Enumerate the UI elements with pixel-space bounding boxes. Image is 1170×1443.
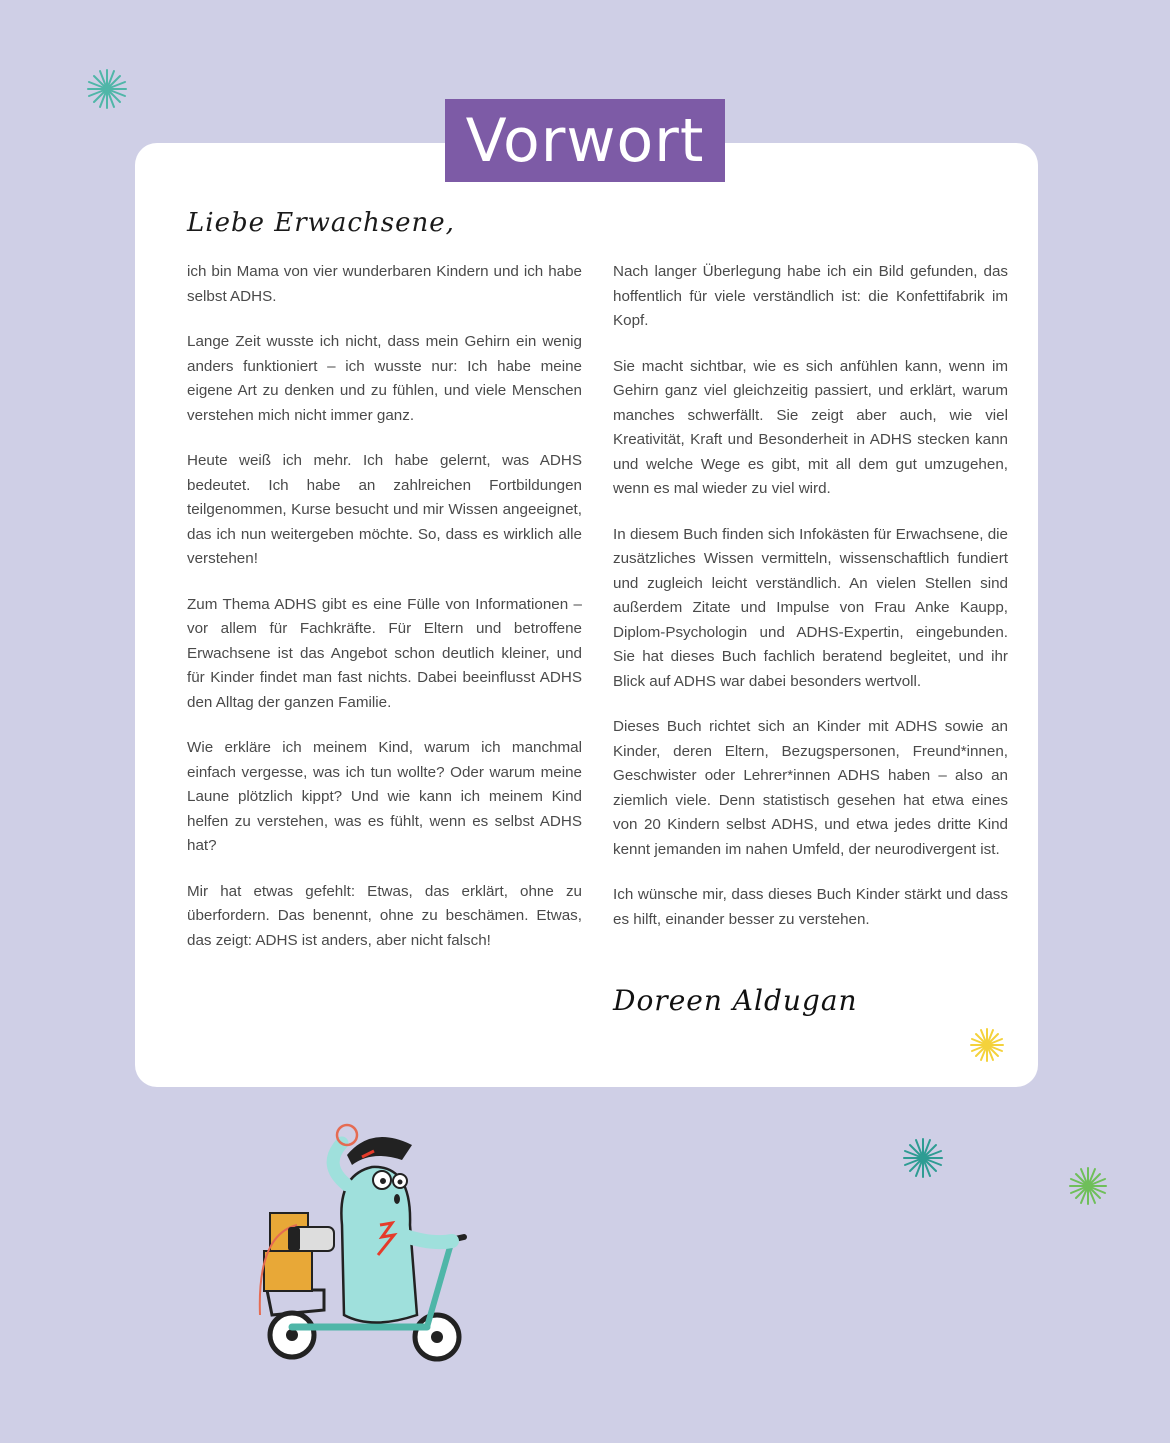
paragraph: In diesem Buch finden sich Infokästen für Erwachsene, die zusätzliches Wissen vermitteln, wissenschaftlich fundiert und zugleich leicht verständlich. An vielen Stellen sind außerdem Zitate und Impulse von Frau Anke Kaupp, Diplom-Psychologin und ADHS-Expertin, eingebunden. Sie hat dieses Buch fachlich beratend begleitet, und ihr Blick auf ADHS war dabei besonders wertvoll. [613,525,1008,690]
paragraph: Nach langer Überlegung habe ich ein Bild gefunden, das hoffentlich für viele verständlich ist: die Konfettifabrik im Kopf. [613,263,1008,329]
title-banner [445,99,725,182]
teal-sparkle-icon [86,68,128,110]
paragraph: Heute weiß ich mehr. Ich habe gelernt, was ADHS bedeutet. Ich habe an zahlreichen Fortbildungen teilgenommen, Kurse besucht und mir Wissen angeeignet, das ich nun weitergeben möchte. So, dass es wirklich alle verstehen! [187,452,582,567]
paragraph: Mir hat etwas gefehlt: Etwas, das erklärt, ohne zu überfordern. Das benennt, ohne zu beschämen. Etwas, das zeigt: ADHS ist anders, aber nicht falsch! [187,882,582,949]
right-column [613,260,1008,953]
greeting: Liebe Erwachsene, [187,208,455,238]
page-title: Vorwort [465,105,705,176]
signature: Doreen Aldugan [613,984,858,1017]
paragraph: Ich wünsche mir, dass dieses Buch Kinder stärkt und dass es hilft, einander besser zu verstehen. [613,886,1008,928]
teal-sparkle-icon [902,1137,944,1179]
paragraph: Zum Thema ADHS gibt es eine Fülle von Informationen – vor allem für Fachkräfte. Für Eltern und betroffene Erwachsene ist das Angebot schon deutlich kleiner, und für Kinder findet man fast nichts. Dabei beeinflusst ADHS den Alltag der ganzen Familie. [187,595,582,711]
paragraph: Sie macht sichtbar, wie es sich anfühlen kann, wenn im Gehirn ganz viel gleichzeitig passiert, und erklärt, warum manches schwerfällt. Sie zeigt aber auch, wie viel Kreativität, Kraft und Besonderheit in ADHS stecken kann und welche Wege es gibt, mit all dem gut umzugehen, wenn es mal wieder zu viel wird. [613,357,1008,497]
mascot-on-scooter-icon [252,1115,482,1365]
paragraph: Lange Zeit wusste ich nicht, dass mein Gehirn ein wenig anders funktioniert – ich wusste nur: Ich habe meine eigene Art zu denken und zu fühlen, und viele Menschen verstehen mich nicht immer ganz. [187,333,582,424]
paragraph: ich bin Mama von vier wunderbaren Kindern und ich habe selbst ADHS. [187,263,582,305]
left-column [187,260,582,974]
paragraph: Dieses Buch richtet sich an Kinder mit ADHS sowie an Kinder, deren Eltern, Bezugspersonen, Freund*innen, Geschwister oder Lehrer*innen ADHS haben – also an ziemlich viele. Denn statistisch gesehen hat etwa eines von 20 Kindern selbst ADHS, und etwa jedes dritte Kind kennt jemanden im nahen Umfeld, der neurodivergent ist. [613,718,1008,858]
paragraph: Wie erkläre ich meinem Kind, warum ich manchmal einfach vergesse, was ich tun wollte? Oder warum meine Laune plötzlich kippt? Und wie kann ich meinem Kind helfen zu verstehen, was es fühlt, wenn es selbst ADHS hat? [187,739,582,854]
green-sparkle-icon [1068,1166,1108,1206]
yellow-sparkle-icon [969,1027,1005,1063]
